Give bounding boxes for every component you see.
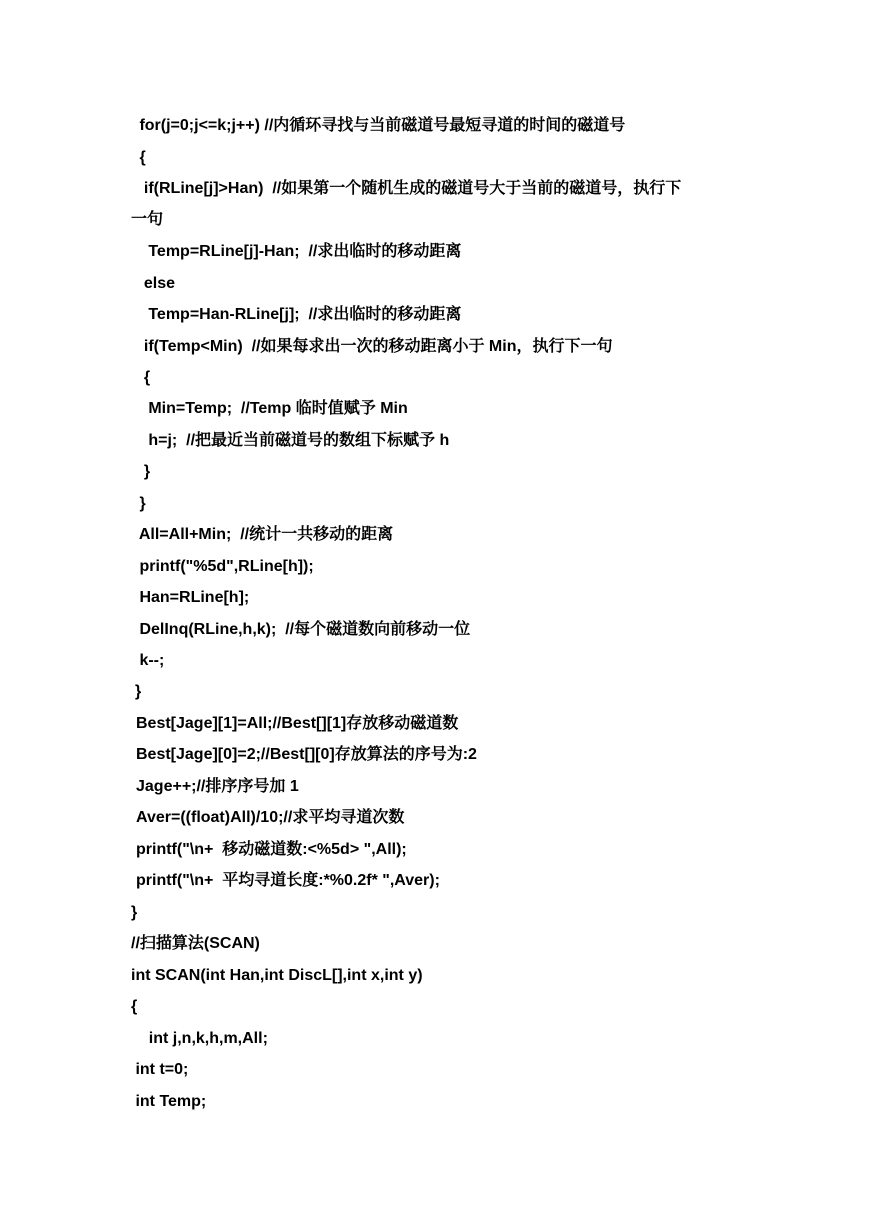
code-line: Aver=((float)All)/10;//求平均寻道次数 (136, 809, 405, 826)
code-line: //扫描算法(SCAN) (131, 935, 260, 952)
code-line: int t=0; (131, 1061, 189, 1078)
code-line: for(j=0;j<=k;j++) //内循环寻找与当前磁道号最短寻道的时间的磁道号 (135, 117, 626, 134)
code-line: Temp=RLine[j]-Han; //求出临时的移动距离 (135, 243, 462, 260)
code-line: } (131, 904, 138, 921)
code-line: printf("\n+ 平均寻道长度:*%0.2f* ",Aver); (136, 872, 440, 889)
code-line: 一句 (131, 211, 164, 228)
code-line: DelInq(RLine,h,k); //每个磁道数向前移动一位 (135, 621, 471, 638)
code-line: int j,n,k,h,m,All; (131, 1030, 268, 1047)
code-line: int SCAN(int Han,int DiscL[],int x,int y) (131, 967, 423, 984)
code-line: All=All+Min; //统计一共移动的距离 (135, 526, 394, 543)
code-line: printf("\n+ 移动磁道数:<%5d> ",All); (136, 841, 407, 858)
code-line: k--; (135, 652, 165, 669)
code-line: Best[Jage][0]=2;//Best[][0]存放算法的序号为:2 (136, 746, 477, 763)
code-line: } (135, 463, 151, 480)
code-line: if(RLine[j]>Han) //如果第一个随机生成的磁道号大于当前的磁道号，执行下 (135, 180, 682, 197)
code-line: if(Temp<Min) //如果每求出一次的移动距离小于 Min，执行下一句 (135, 338, 613, 355)
code-line: h=j; //把最近当前磁道号的数组下标赋予 h (135, 432, 450, 449)
code-line: } (135, 495, 146, 512)
code-line: { (135, 149, 146, 166)
code-line: Best[Jage][1]=All;//Best[][1]存放移动磁道数 (136, 715, 459, 732)
code-line: printf("%5d",RLine[h]); (135, 558, 314, 575)
code-line: Temp=Han-RLine[j]; //求出临时的移动距离 (135, 306, 462, 323)
code-line: { (131, 998, 138, 1015)
code-line: int Temp; (131, 1093, 207, 1110)
code-line: { (135, 369, 151, 386)
code-line: Jage++;//排序序号加 1 (136, 778, 299, 795)
code-line: Min=Temp; //Temp 临时值赋予 Min (135, 400, 408, 417)
code-line: } (135, 683, 142, 700)
code-line: else (135, 275, 176, 292)
code-line: Han=RLine[h]; (135, 589, 250, 606)
